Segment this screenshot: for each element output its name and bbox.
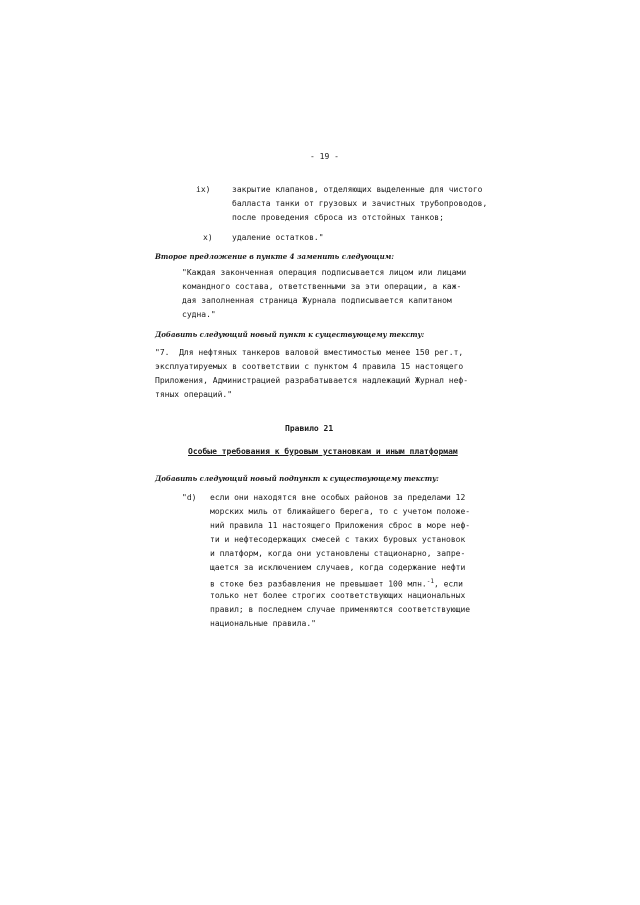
para-d-line-8: только нет более строгих соответствующих национальных [210,591,466,600]
quote-1-line-2: командного состава, ответственными за эти операции, а каж- [182,282,462,291]
para-7-line-4: тяных операций." [155,390,233,399]
para-7-line-3: Приложения, Администрацией разрабатывается надлежащий Журнал неф- [155,376,469,385]
para-d-line-4: ти и нефтесодержащих смесей с таких буровых установок [210,535,466,544]
rule-heading: Правило 21 [285,424,334,433]
superscript-minus-one: -1 [426,578,434,585]
item-x-text: удаление остатков." [232,233,324,242]
para-d-line-6: щается за исключением случаев, когда содержание нефти [210,563,466,572]
para-d-line-7 [210,577,463,590]
para-d-line-9: правил; в последнем случае применяются соответствующие [210,605,471,614]
page-number: - 19 - [310,152,339,161]
para-d-line-5: и платформ, когда они установлены стационарно, запре- [210,549,466,558]
item-ix-line-1: закрытие клапанов, отделяющих выделенные для чистого [232,185,483,194]
para-d-line-7-tail: , если [433,579,463,589]
item-ix-line-2: балласта танки от грузовых и зачистных трубопроводов, [232,199,488,208]
para-d-line-1: если они находятся вне особых районов за пределами 12 [210,493,466,502]
instruction-2: Добавить следующий новый пункт к существующему тексту: [155,330,425,339]
para-d-line-10: национальные правила." [210,619,316,628]
instruction-3: Добавить следующий новый подпункт к существующему тексту: [155,474,439,483]
quote-1-line-4: судна." [182,310,216,319]
para-7-line-1: "7. Для нефтяных танкеров валовой вместимостью менее 150 рег.т, [155,348,464,357]
para-7-line-2: эксплуатируемых в соответствии с пунктом 4 правила 15 настоящего [155,362,464,371]
para-d-line-7-text: в стоке без разбавления не превышает 100 млн. [210,579,427,589]
instruction-1: Второе предложение в пункте 4 заменить следующим: [155,252,394,261]
para-d-line-2: морских миль от ближайшего берега, то с учетом положе- [210,507,471,516]
quote-1-line-3: дая заполненная страница Журнала подписывается капитаном [182,296,452,305]
item-x-marker: x) [203,233,213,242]
item-ix-marker: ix) [196,185,211,194]
para-d-marker: "d) [182,493,197,502]
quote-1-line-1: "Каждая законченная операция подписывается лицом или лицами [182,268,467,277]
item-ix-line-3: после проведения сброса из отстойных танков; [232,213,444,222]
para-d-line-3: ний правила 11 настоящего Приложения сброс в море неф- [210,521,471,530]
rule-subtitle: Особые требования к буровым установкам и иным платформам [188,447,458,456]
